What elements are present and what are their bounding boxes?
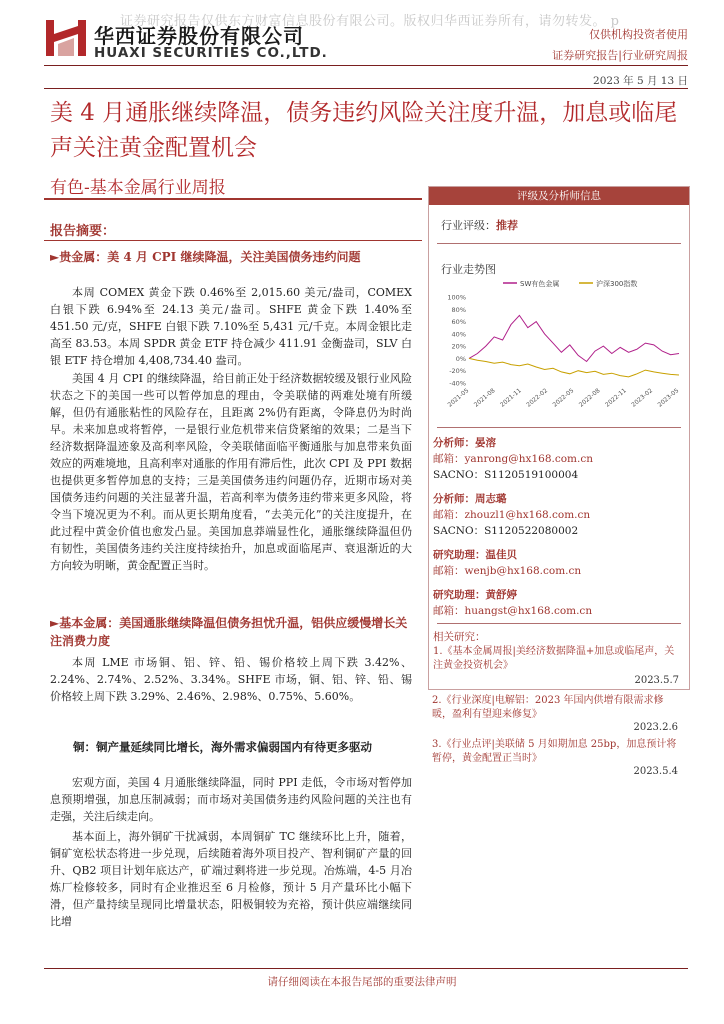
analyst-email: 邮箱：zhouzl1@hx168.com.cn bbox=[433, 509, 591, 521]
series-line bbox=[469, 315, 679, 361]
huaxi-logo-icon bbox=[44, 16, 88, 60]
paragraph: 宏观方面，美国 4 月通胀继续降温，同时 PPI 走低，令市场对暂停加息预期增强，加息压制减弱；而市场对美国债务违约风险问题的关注也有走强，关注后续走向。 bbox=[50, 776, 412, 823]
series-line bbox=[469, 358, 679, 377]
watermark: 证券研究报告仅供东方财富信息股份有限公司。版权归华西证券所有，请勿转发。 p bbox=[120, 14, 620, 29]
y-tick-label: 80% bbox=[451, 305, 466, 314]
abstract-title: 报告摘要： bbox=[50, 224, 116, 239]
analyst-email: 邮箱：yanrong@hx168.com.cn bbox=[433, 453, 593, 465]
audience-note: 仅供机构投资者使用 bbox=[589, 28, 688, 41]
y-tick-label: -40% bbox=[449, 379, 466, 388]
related-research-title: 相关研究： bbox=[433, 631, 486, 643]
related-research-date: 2023.5.4 bbox=[633, 766, 678, 777]
subtitle-underline bbox=[44, 198, 422, 200]
analyst-sac: SACNO：S1120519100004 bbox=[433, 469, 579, 481]
footer-divider bbox=[44, 968, 688, 969]
legend-label: 沪深300指数 bbox=[596, 280, 638, 288]
x-tick-label: 2022-11 bbox=[604, 387, 628, 409]
analyst-name: 分析师：晏溶 bbox=[433, 437, 496, 449]
y-tick-label: 20% bbox=[451, 342, 466, 351]
header-divider-2 bbox=[44, 88, 688, 89]
section-heading-precious-metals: ►贵金属：美 4 月 CPI 继续降温，关注美国债务违约问题 bbox=[50, 250, 361, 264]
section-heading-base-metals: ►基本金属：美国通胀继续降温但债务担忧升温，铝供应缓慢增长关注消费力度 bbox=[50, 616, 408, 648]
analyst-sac: SACNO：S1120522080002 bbox=[433, 525, 579, 537]
panel-header: 评级及分析师信息 bbox=[429, 187, 689, 205]
rating-value: 推荐 bbox=[496, 219, 518, 232]
rating-analyst-panel bbox=[428, 186, 690, 690]
panel-divider bbox=[437, 427, 681, 428]
y-tick-label: 0% bbox=[455, 354, 466, 363]
y-tick-label: 60% bbox=[451, 318, 466, 327]
assistant-name: 研究助理：黄舒婷 bbox=[433, 589, 517, 601]
x-tick-label: 2022-05 bbox=[551, 387, 576, 409]
header-divider bbox=[44, 65, 688, 66]
assistant-email: 邮箱：huangst@hx168.com.cn bbox=[433, 605, 593, 617]
subsection-heading-copper: 铜：铜产量延续同比增长，海外需求偏弱国内有待更多驱动 bbox=[73, 740, 372, 754]
paragraph: 基本面上，海外铜矿干扰减弱，本周铜矿 TC 继续环比上升，随着，铜矿宽松状态将进一步兑现，后续随着海外项目投产、智利铜矿产量的回升、QB2 项目计划年底达产，矿端过剩将进一步兑现。冶炼端，4-5 月冶炼厂检修较多，同时有企业推迟至 6 月检修，预计 5 月产量环比小幅下滑，但产量持续呈现同比增量状态，阳极铜较为充裕，预计供应端继续同比增 bbox=[50, 830, 412, 928]
paragraph: 本周 LME 市场铜、铝、锌、铅、锡价格较上周下跌 3.42%、2.24%、2.74%、2.52%、3.34%。SHFE 市场，铜、铝、锌、铅、锡价格较上周下跌 3.29%、2.46%、2.98%、0.75%、5.60%。 bbox=[50, 656, 412, 703]
report-title: 美 4 月通胀继续降温，债务违约风险关注度升温，加息或临尾声关注黄金配置机会 bbox=[50, 100, 678, 161]
x-tick-label: 2021-05 bbox=[446, 387, 471, 409]
y-tick-label: 100% bbox=[447, 293, 466, 302]
panel-divider bbox=[437, 623, 681, 624]
assistant-email: 邮箱：wenjb@hx168.com.cn bbox=[433, 565, 582, 577]
assistant-name: 研究助理：温佳贝 bbox=[433, 549, 517, 561]
report-type: 证券研究报告|行业研究周报 bbox=[552, 49, 688, 62]
y-tick-label: 40% bbox=[451, 330, 466, 339]
report-subtitle: 有色-基本金属行业周报 bbox=[50, 178, 226, 198]
report-date: 2023 年 5 月 13 日 bbox=[593, 75, 688, 87]
x-tick-label: 2023-02 bbox=[630, 387, 655, 409]
x-tick-label: 2022-02 bbox=[525, 387, 550, 409]
related-research-item[interactable]: 2.《行业深度|电解铝：2023 年国内供增有限需求修暖，盈利有望迎来修复》 bbox=[432, 695, 664, 720]
related-research-item[interactable]: 1.《基本金属周报|美经济数据降温+加息或临尾声，关注黄金投资机会》 bbox=[433, 646, 675, 671]
brand-name-en: HUAXI SECURITIES CO.,LTD. bbox=[94, 45, 328, 61]
x-tick-label: 2021-08 bbox=[472, 387, 497, 409]
industry-trend-chart bbox=[433, 275, 685, 415]
x-tick-label: 2021-11 bbox=[499, 387, 523, 409]
related-research-date: 2023.5.7 bbox=[634, 675, 679, 686]
abstract-underline bbox=[44, 240, 422, 241]
x-tick-label: 2022-08 bbox=[577, 387, 602, 409]
legend-label: SW有色金属 bbox=[520, 280, 560, 288]
paragraph: 美国 4 月 CPI 的继续降温，给目前正处于经济数据较缓及银行业风险状态之下的美国一些可以暂停加息的理由，令美联储的两难处境有所缓解，但仍有通胀粘性的风险存在，且距离 2%仍有距离，令降息仍为时尚早。未来加息或将暂停，一是银行业危机带来信贷紧缩的效果；二是当下经济数据降温迹象及高利率风险，令美联储面临平衡通胀与加息带来负面效应的两难境地，且高利率对通胀的作用有滞后性，此次 CPI 及 PPI 数据也提供更多暂停加息的支持；三是美国债务违约问题仍存，近期市场对美国债务违约问题的关注显著升温，若高利率为债务违约带来更多风险，将令当下境况更为不利。而从更长期角度看，“去美元化”的关注度提升，在此过程中黄金价值也愈发凸显。美国加息莽端显性化，通胀继续降温但仍有韧性，美国债务违约关注度持续抬升，加息或面临尾声、衰退渐近的大方向较为明晰，黄金配置正当时。 bbox=[50, 372, 412, 572]
related-research-date: 2023.2.6 bbox=[633, 722, 678, 733]
brand-name-cn: 华西证券股份有限公司 bbox=[94, 24, 304, 48]
x-tick-label: 2023-05 bbox=[656, 387, 681, 409]
rating-label: 行业评级： bbox=[441, 219, 496, 232]
legal-notice: 请仔细阅读在本报告尾部的重要法律声明 bbox=[267, 976, 457, 988]
trend-label: 行业走势图 bbox=[441, 263, 496, 276]
related-research-item[interactable]: 3.《行业点评|美联储 5 月如期加息 25bp，加息预计将暂停，黄金配置正当时》 bbox=[432, 739, 677, 764]
panel-divider bbox=[437, 243, 681, 244]
analyst-name: 分析师：周志璐 bbox=[433, 493, 507, 505]
paragraph: 本周 COMEX 黄金下跌 0.46%至 2,015.60 美元/盎司，COMEX 白银下跌 6.94%至 24.13 美元/盎司。SHFE 黄金下跌 1.40%至 451.50 元/克，SHFE 白银下跌 7.10%至 5,431 元/千克。本周金银比走高至 83.53。本周 SPDR 黄金 ETF 持仓减少 411.91 金衡盎司，SLV 白银 ETF 持仓增加 4,408,734.40 盎司。 bbox=[50, 286, 412, 367]
industry-rating bbox=[441, 217, 518, 233]
y-tick-label: -20% bbox=[449, 367, 466, 376]
